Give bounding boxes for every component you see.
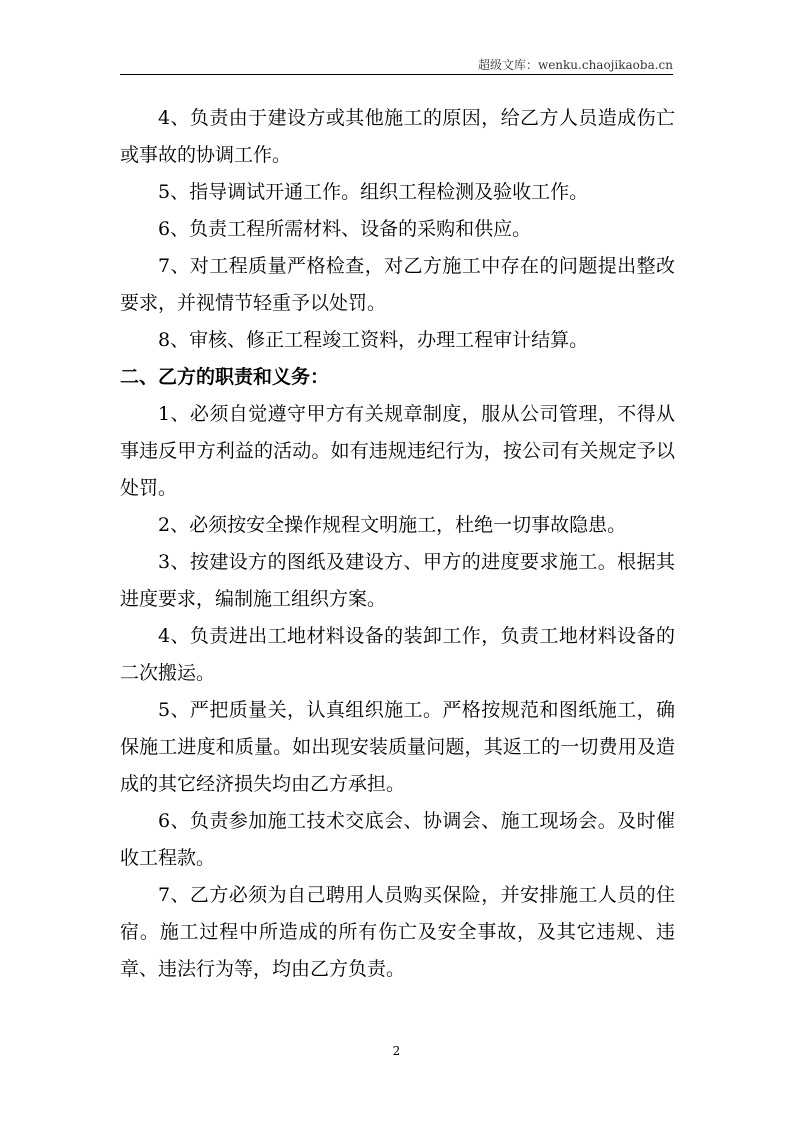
party-b-item-6: 6、负责参加施工技术交底会、协调会、施工现场会。及时催收工程款。: [120, 810, 675, 869]
paragraph-8: 8、审核、修正工程竣工资料，办理工程审计结算。: [158, 329, 589, 351]
paragraph-7: 7、对工程质量严格检查，对乙方施工中存在的问题提出整改要求，并视情节轻重予以处罚。: [120, 255, 675, 314]
party-b-item-4: 4、负责进出工地材料设备的装卸工作，负责工地材料设备的二次搬运。: [120, 625, 675, 684]
paragraph-6: 6、负责工程所需材料、设备的采购和供应。: [158, 218, 532, 240]
party-b-item-3: 3、按建设方的图纸及建设方、甲方的进度要求施工。根据其进度要求，编制施工组织方案。: [120, 551, 675, 610]
page-number: 2: [392, 1044, 401, 1058]
document-body: [120, 100, 675, 988]
header-site-label: 超级文库：wenku.chaojikaoba.cn: [477, 58, 673, 72]
party-b-item-7: 7、乙方必须为自己聘用人员购买保险，并安排施工人员的住宿。施工过程中所造成的所有伤亡及安全事故，及其它违规、违章、违法行为等，均由乙方负责。: [120, 884, 675, 980]
paragraph-4: 4、负责由于建设方或其他施工的原因，给乙方人员造成伤亡或事故的协调工作。: [120, 107, 675, 166]
paragraph-5: 5、指导调试开通工作。组织工程检测及验收工作。: [158, 181, 589, 203]
party-b-item-2: 2、必须按安全操作规程文明施工，杜绝一切事故隐患。: [158, 514, 627, 536]
header-divider: [120, 74, 673, 75]
party-b-item-5: 5、严把质量关，认真组织施工。严格按规范和图纸施工，确保施工进度和质量。如出现安装质量问题，其返工的一切费用及造成的其它经济损失均由乙方承担。: [120, 699, 675, 795]
section-heading-party-b: 二、乙方的职责和义务：: [120, 366, 330, 388]
party-b-item-1: 1、必须自觉遵守甲方有关规章制度，服从公司管理，不得从事违反甲方利益的活动。如有违规违纪行为，按公司有关规定予以处罚。: [120, 403, 675, 499]
